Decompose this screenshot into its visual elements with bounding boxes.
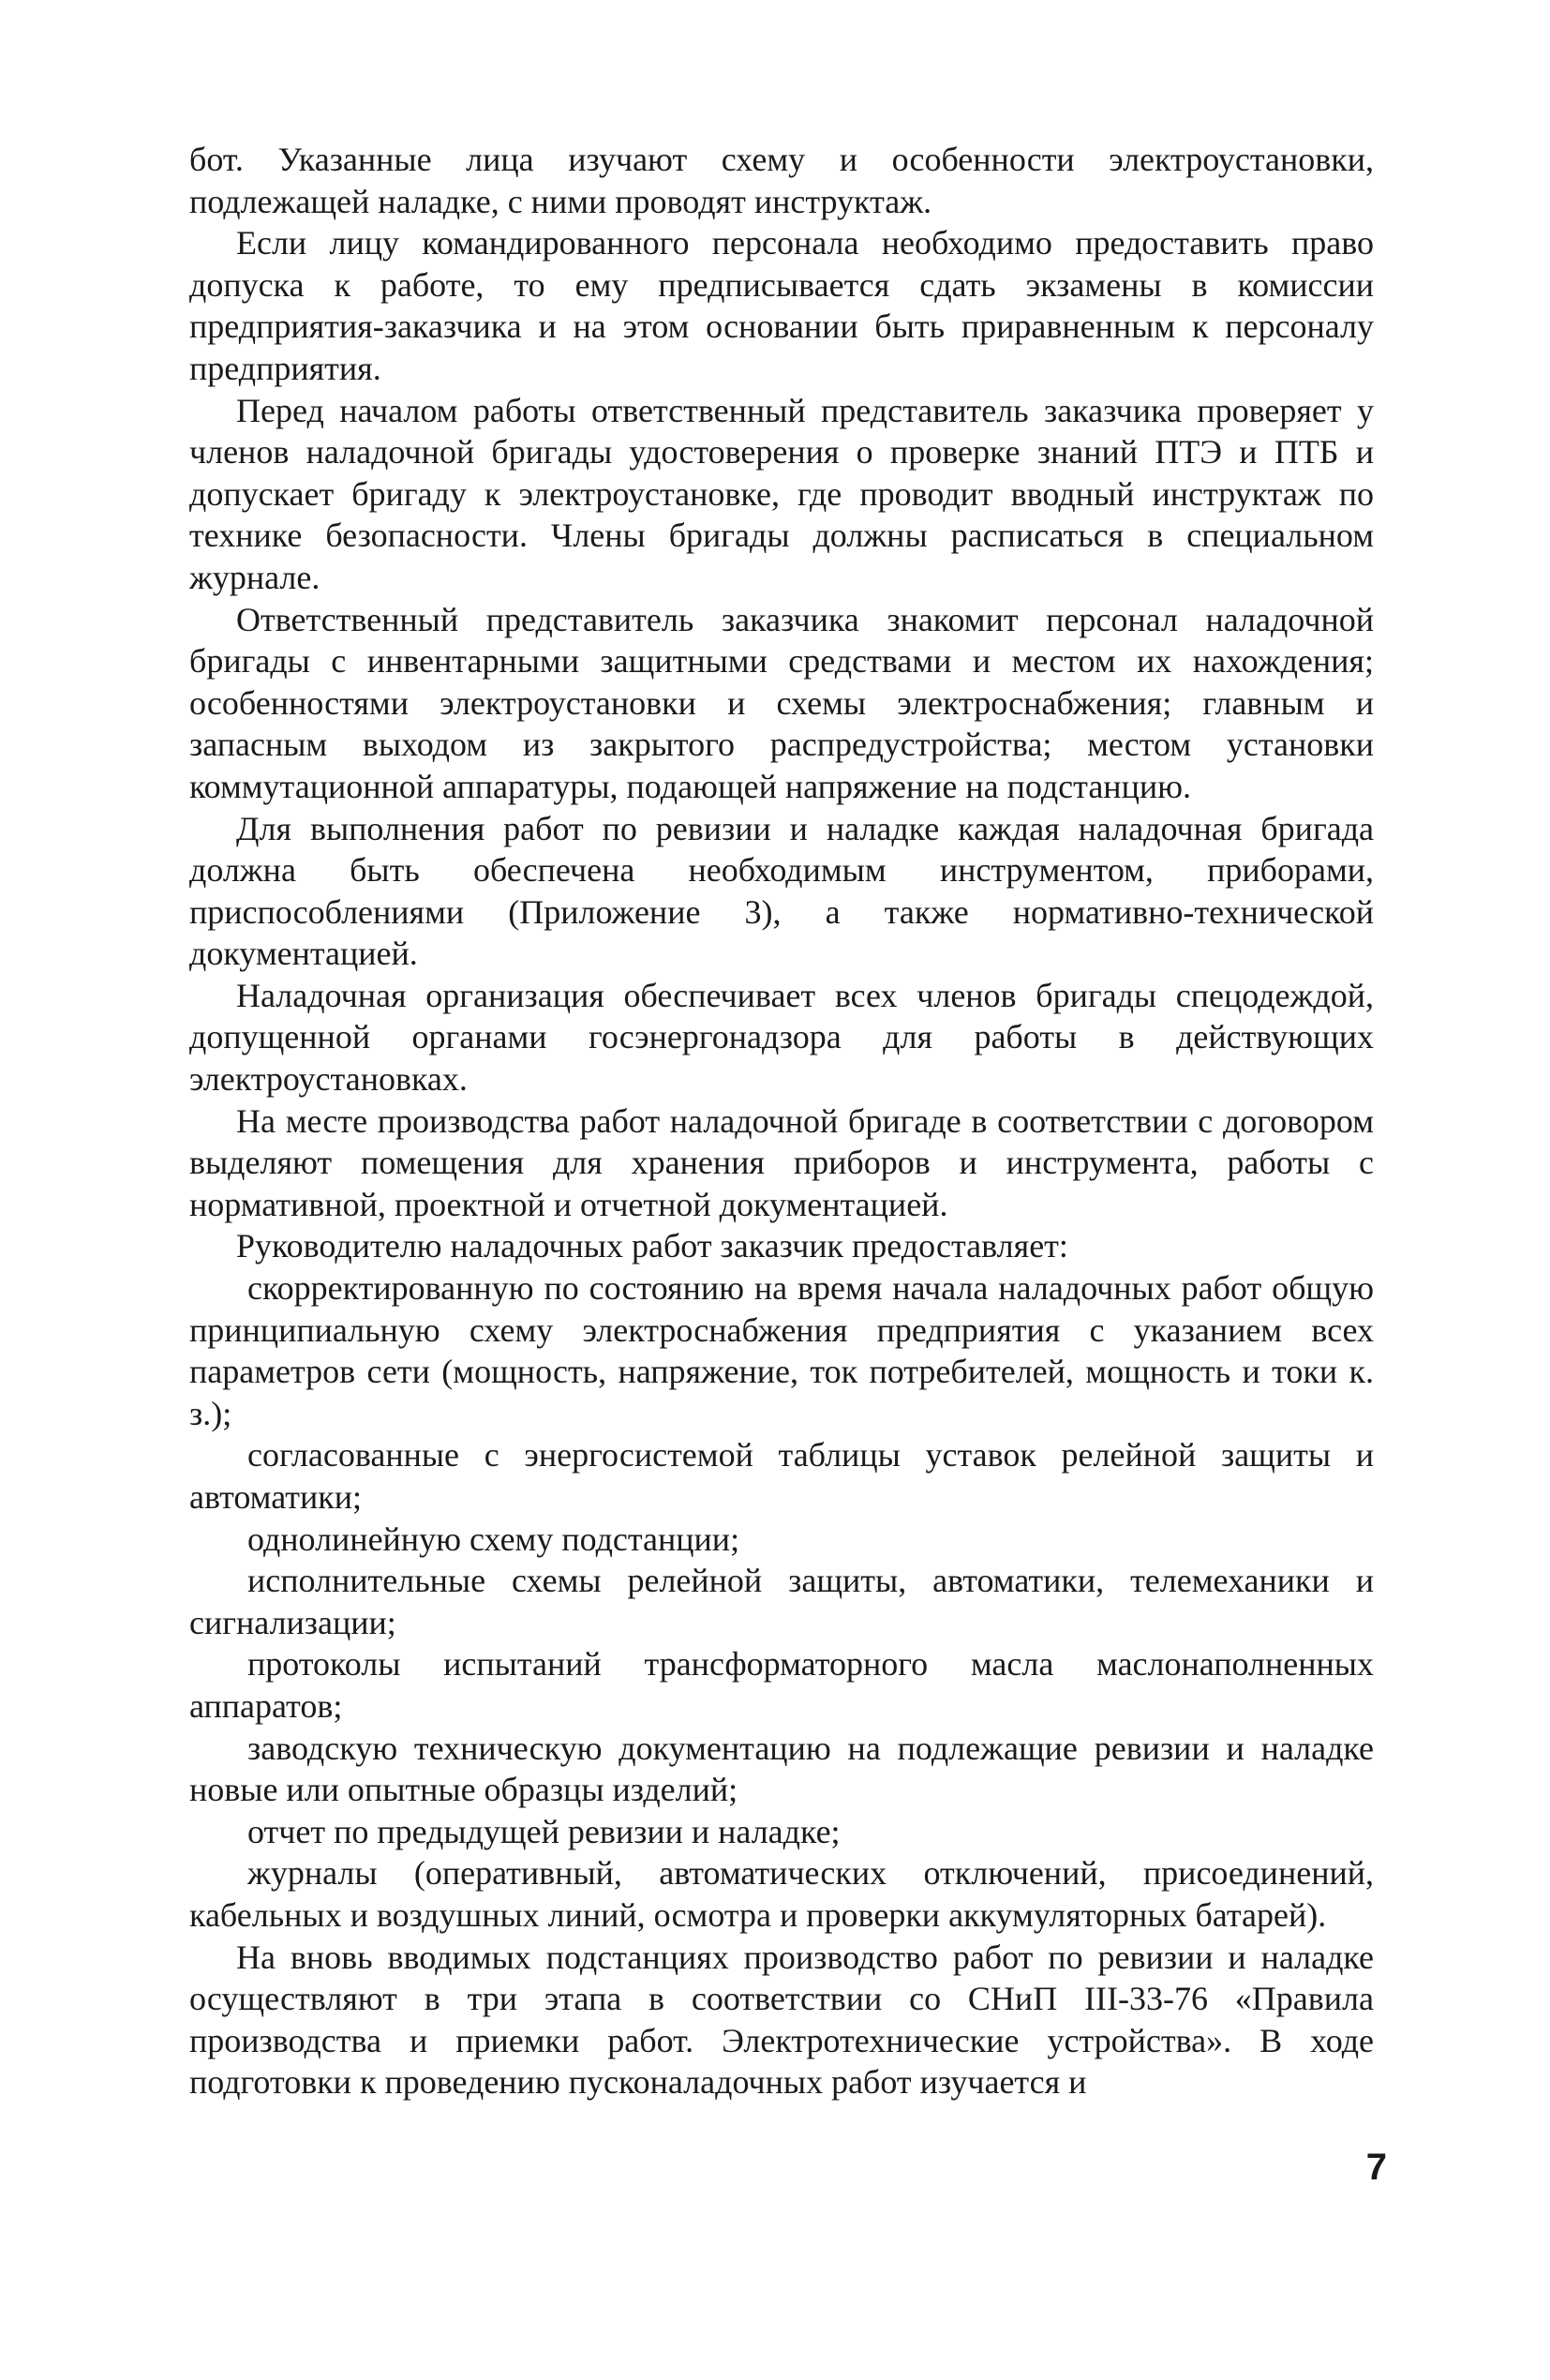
paragraph-workwear: Наладочная организация обеспечивает всех членов бригады спецодеждой, допущенной органами госэнергонадзора для работы в действующих электроустановках. — [189, 976, 1374, 1099]
paragraph-list-intro: Руководителю наладочных работ заказчик предоставляет: — [236, 1227, 1068, 1265]
paragraph-premises: На месте производства работ наладочной бригаде в соответствии с договором выделяют помещения для хранения приборов и инструмента, работы с нормативной, проектной и отчетной документацией. — [189, 1101, 1374, 1223]
page-number: 7 — [1365, 2147, 1387, 2188]
paragraph-continuation: бот. Указанные лица изучают схему и особенности электроустановки, подлежащей наладке, с ними проводят инструктаж. — [189, 141, 1374, 220]
list-item: протоколы испытаний трансформаторного масла маслонаполненных аппаратов; — [189, 1645, 1374, 1725]
list-item: исполнительные схемы релейной защиты, автоматики, телемеханики и сигнализации; — [189, 1562, 1374, 1641]
list-item: однолинейную схему подстанции; — [247, 1519, 740, 1558]
paragraph-briefing: Перед началом работы ответственный представитель заказчика проверяет у членов наладочной бригады удостоверения о проверке знаний ПТЭ и ПТБ и допускает бригаду к электроустановке, где проводит вводный инструктаж по технике безопасности. Члены бригады должны расписаться в специальном журнале. — [189, 391, 1374, 596]
list-item: согласованные с энергосистемой таблицы уставок релейной защиты и автоматики; — [189, 1436, 1374, 1516]
paragraph-equipment: Для выполнения работ по ревизии и наладке каждая наладочная бригада должна быть обеспечена необходимым инструментом, приборами, приспособлениями (Приложение 3), а также нормативно-технической документацией. — [189, 809, 1374, 973]
list-item: отчет по предыдущей ревизии и наладке; — [247, 1812, 841, 1850]
list-item: заводскую техническую документацию на подлежащие ревизии и наладке новые или опытные образцы изделий; — [189, 1729, 1374, 1809]
list-item: журналы (оперативный, автоматических отключений, присоединений, кабельных и воздушных линий, осмотра и проверки аккумуляторных батарей). — [189, 1854, 1374, 1934]
paragraph-admission: Если лицу командированного персонала необходимо предоставить право допуска к работе, то ему предписывается сдать экзамены в комиссии предприятия-заказчика и на этом основании быть приравненным к персоналу предприятия. — [189, 224, 1374, 387]
paragraph-stages: На вновь вводимых подстанциях производство работ по ревизии и наладке осуществляют в три этапа в соответствии со СНиП III-33-76 «Правила производства и приемки работ. Электротехнические устройства». В ходе подготовки к проведению пусконаладочных работ изучается и — [189, 1938, 1374, 2102]
paragraph-introduction: Ответственный представитель заказчика знакомит персонал наладочной бригады с инвентарными защитными средствами и местом их нахождения; особенностями электроустановки и схемы электроснабжения; главным и запасным выходом из закрытого распредустройства; местом установки коммутационной аппаратуры, подающей напряжение на подстанцию. — [189, 600, 1374, 805]
page-text — [189, 139, 1374, 2103]
list-item: скорректированную по состоянию на время начала наладочных работ общую принципиальную схему электроснабжения предприятия с указанием всех параметров сети (мощность, напряжение, ток потребителей, мощность и токи к. з.); — [189, 1269, 1374, 1432]
